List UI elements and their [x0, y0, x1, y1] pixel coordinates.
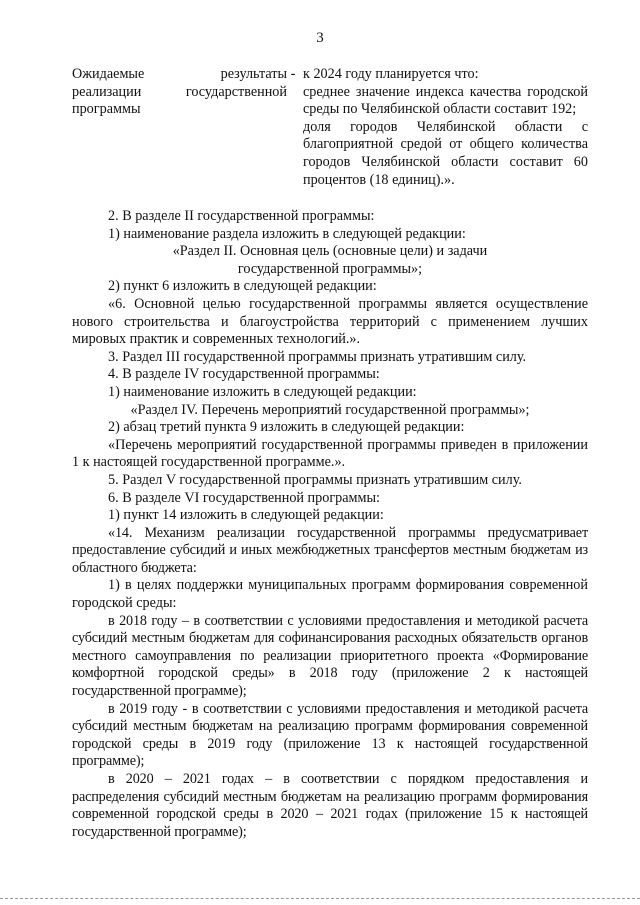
label-word-2: результаты: [220, 66, 287, 82]
label-rest: реализации государственной программы: [72, 83, 287, 118]
expected-results-label: [72, 66, 287, 189]
expected-results-row: [72, 66, 588, 189]
paragraph: в 2019 году - в соответствии с условиями предоставления и методикой расчета субсидий местным бюджетам на реализацию программ формирования современной городской среды в 2019 году (приложение 13 к настоящей государственной программе);: [72, 700, 588, 770]
paragraph: «6. Основной целью государственной программы является осуществление нового строительства и благоустройства территорий с применением лучших мировых практик и современных технологий.».: [72, 295, 588, 348]
paragraph: 6. В разделе VI государственной программы:: [108, 489, 380, 506]
paragraph: «14. Механизм реализации государственной программы предусматривает предоставление субсидий и иных межбюджетных трансфертов местным бюджетам из областного бюджета:: [72, 524, 588, 576]
paragraph: 2) абзац третий пункта 9 изложить в следующей редакции:: [108, 419, 465, 436]
document-body: [72, 208, 588, 841]
paragraph: 2) пункт 6 изложить в следующей редакции:: [108, 278, 377, 295]
expected-results-value: [299, 66, 588, 189]
paragraph: 1) наименование раздела изложить в следующей редакции:: [108, 225, 466, 242]
value-line: доля городов Челябинской области с благоприятной средой от общего количества городов Челябинской области составит 60 процентов (18 единиц).».: [303, 118, 588, 188]
value-line: к 2024 году планируется что:: [303, 66, 479, 82]
paragraph: в 2018 году – в соответствии с условиями предоставления и методикой расчета субсидий местным бюджетам для софинансирования расходных обязательств органов местного самоуправления по реализации приоритетного проекта «Формирование комфортной городской среды» в 2018 году (приложение 2 к настоящей государственной программе);: [72, 612, 588, 700]
section-heading-quote: «Раздел II. Основная цель (основные цели) и задачи государственной программы»;: [172, 243, 488, 277]
paragraph: «Перечень мероприятий государственной программы приведен в приложении 1 к настоящей государственной программе.».: [72, 436, 588, 471]
paragraph: 4. В разделе IV государственной программы:: [108, 366, 380, 383]
paragraph: 1) в целях поддержки муниципальных программ формирования современной городской среды:: [72, 577, 588, 612]
page-number: 3: [316, 30, 324, 46]
paragraph: 2. В разделе II государственной программы:: [108, 208, 375, 224]
paragraph: в 2020 – 2021 годах – в соответствии с порядком предоставления и распределения субсидий местным бюджетам на реализацию программ формирования современной городской среды в 2020 – 2021 годах (приложение 15 к настоящей государственной программе);: [72, 771, 588, 840]
section-heading-quote: «Раздел IV. Перечень мероприятий государственной программы»;: [130, 401, 530, 418]
paragraph: 1) пункт 14 изложить в следующей редакции:: [108, 507, 384, 524]
paragraph: 1) наименование изложить в следующей редакции:: [108, 383, 417, 400]
paragraph: 5. Раздел V государственной программы признать утратившим силу.: [108, 471, 522, 488]
label-word-1: Ожидаемые: [72, 66, 145, 82]
page-bottom-rule: [0, 898, 640, 899]
paragraph: 3. Раздел III государственной программы признать утратившим силу.: [108, 348, 527, 365]
label-dash: -: [290, 66, 296, 82]
value-line: среднее значение индекса качества городской среды по Челябинской области составит 192;: [303, 83, 588, 118]
